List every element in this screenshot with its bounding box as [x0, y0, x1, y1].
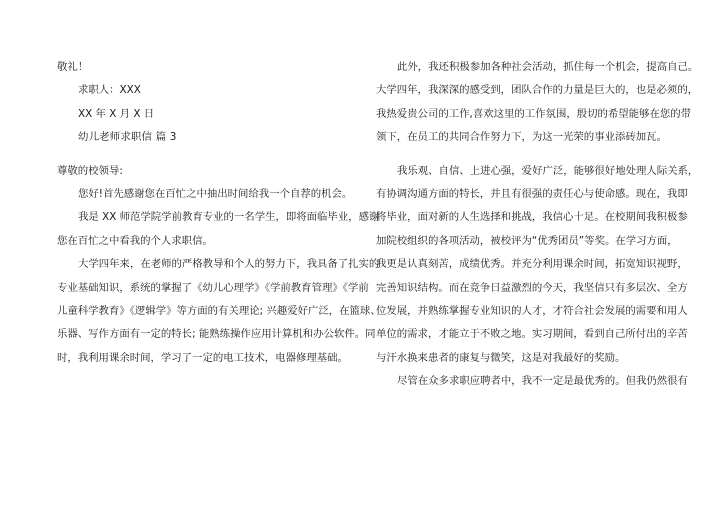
salutation: 尊敬的校领导:	[57, 164, 123, 177]
applicant-signature: 求职人：XXX	[78, 84, 141, 97]
paragraph-activities-line: 大学四年，我深深的感受到，团队合作的力量是巨大的，也是必须的，	[376, 84, 699, 97]
left-column	[57, 56, 381, 370]
paragraph-activities-line: 我热爱贵公司的工作,喜欢这里的工作氛围，殷切的希望能够在您的带	[376, 107, 692, 120]
paragraph-character-line: 完善知识结构。而在竞争日益激烈的今天，我坚信只有多层次、全方	[376, 281, 688, 294]
paragraph-intro-line: 您在百忙之中看我的个人求职信。	[57, 234, 213, 247]
paragraph-education-line: 儿童科学教育》《逻辑学》等方面的有关理论; 兴趣爱好广泛，在篮球、	[57, 304, 381, 317]
paragraph-character-line: 单位的需求，才能立于不败之地。实习期间，看到自己所付出的辛苦	[376, 328, 688, 341]
paragraph-greeting: 您好!首先感谢您在百忙之中抽出时间给我一个自荐的机会。	[78, 187, 353, 200]
paragraph-activities-line: 此外，我还积极参加各种社会活动，抓住每一个机会，提高自己。	[397, 61, 699, 73]
paragraph-education-line: 时，我利用课余时间，学习了一定的电工技术，电器修理基础。	[57, 351, 348, 364]
paragraph-education-line: 乐器、写作方面有一定的特长; 能熟练操作应用计算机和办公软件。同	[57, 328, 376, 341]
paragraph-character-line: 我更是认真刻苦，成绩优秀。并充分利用课余时间，拓宽知识视野，	[376, 258, 688, 271]
paragraph-character-line: 加院校组织的各项活动，被校评为“优秀团员”等奖。在学习方面，	[376, 234, 678, 247]
paragraph-character-line: 我乐观、自信、上进心强，爱好广泛，能够很好地处理人际关系，	[397, 164, 699, 177]
paragraph-intro-line: 我是 XX 师范学院学前教育专业的一名学生，即将面临毕业，感谢	[78, 211, 380, 224]
paragraph-closing-line: 尽管在众多求职应聘者中，我不一定是最优秀的。但我仍然很有	[397, 375, 688, 388]
letter-date: XX 年 X 月 X 日	[78, 107, 155, 120]
paragraph-character-line: 将毕业，面对新的人生选择和挑战，我信心十足。在校期间我积极参	[376, 211, 688, 224]
paragraph-education-line: 专业基础知识，系统的掌握了《幼儿心理学》《学前教育管理》《学前	[57, 281, 369, 294]
closing-salute: 敬礼！	[57, 61, 89, 73]
paragraph-character-line: 与汗水换来患者的康复与微笑，这是对我最好的奖励。	[376, 351, 626, 364]
paragraph-character-line: 位发展，并熟练掌握专业知识的人才，才符合社会发展的需要和用人	[376, 304, 688, 317]
paragraph-character-line: 有协调沟通方面的特长，并且有很强的责任心与使命感。现在，我即	[376, 187, 688, 200]
right-column	[376, 56, 699, 393]
paragraph-education-line: 大学四年来，在老师的严格教导和个人的努力下，我具备了扎实的	[78, 258, 380, 271]
paragraph-activities-line: 领下，在员工的共同合作努力下，为这一光荣的事业添砖加瓦。	[376, 131, 667, 144]
section-title: 幼儿老师求职信 篇 3	[78, 131, 177, 144]
